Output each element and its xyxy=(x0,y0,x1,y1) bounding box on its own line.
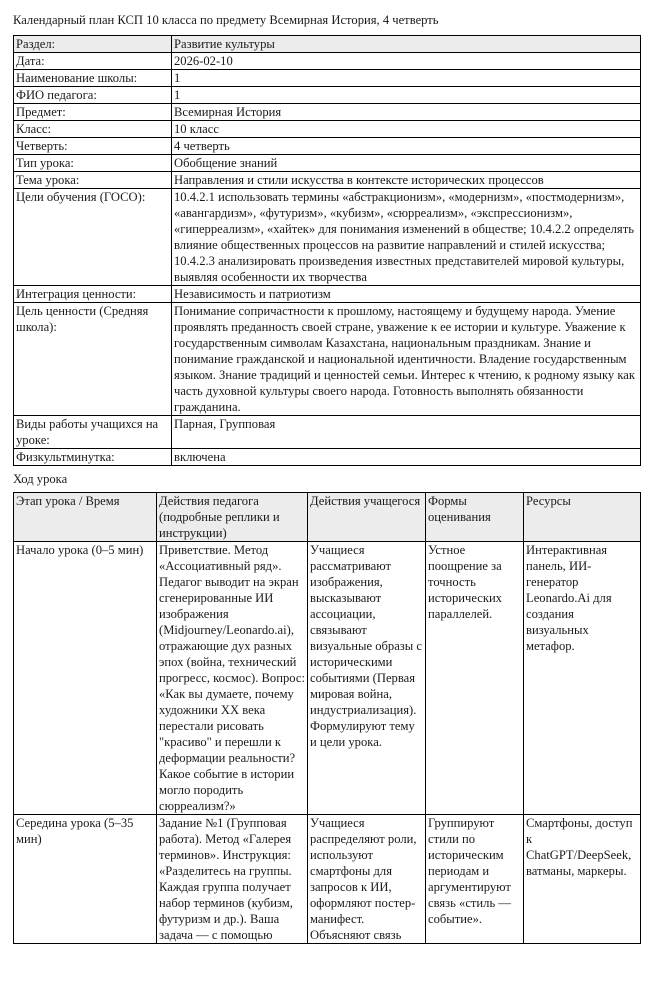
info-label: Виды работы учащихся на уроке: xyxy=(14,416,172,449)
info-value: Парная, Групповая xyxy=(172,416,641,449)
info-label: Наименование школы: xyxy=(14,70,172,87)
info-row xyxy=(14,189,641,286)
info-row xyxy=(14,104,641,121)
info-row xyxy=(14,138,641,155)
info-row xyxy=(14,286,641,303)
info-label: Цели обучения (ГОСО): xyxy=(14,189,172,286)
plan-stage: Середина урока (5–35 мин) xyxy=(14,815,157,944)
info-value: 1 xyxy=(172,87,641,104)
info-value: 4 четверть xyxy=(172,138,641,155)
info-value: Развитие культуры xyxy=(172,36,641,53)
info-row xyxy=(14,303,641,416)
info-row xyxy=(14,53,641,70)
info-row xyxy=(14,155,641,172)
info-value: Обобщение знаний xyxy=(172,155,641,172)
plan-row-middle xyxy=(14,815,641,944)
plan-teacher-actions: Задание №1 (Групповая работа). Метод «Галерея терминов». Инструкция: «Разделитесь на группы. Каждая группа получает набор терминов (кубизм, футуризм и др.). Ваша задача — с помощью xyxy=(157,815,308,944)
info-value: Понимание сопричастности к прошлому, настоящему и будущему народа. Умение проявлять преданность своей стране, уважение к ее истории и культуре. Уважение к государственным символам Казахстана, национальным праздникам. Знание и понимание гражданской и национальной идентичности. Владение государственным языком. Знание традиций и ценностей семьи. Интерес к чтению, к родному языку как часть духовной культуры своего народа. Готовность выполнять обязанности гражданина. xyxy=(172,303,641,416)
lesson-info-body xyxy=(14,36,641,466)
info-row xyxy=(14,87,641,104)
lesson-info-table xyxy=(13,35,641,466)
info-label: Цель ценности (Средняя школа): xyxy=(14,303,172,416)
info-label: Интеграция ценности: xyxy=(14,286,172,303)
info-label: Предмет: xyxy=(14,104,172,121)
info-label: Тип урока: xyxy=(14,155,172,172)
plan-student-actions: Учащиеся рассматривают изображения, высказывают ассоциации, связывают визуальные образы с историческими событиями (Первая мировая война, индустриализация). Формулируют тему и цели урока. xyxy=(308,542,426,815)
plan-header-teacher: Действия педагога (подробные реплики и инструкции) xyxy=(157,493,308,542)
info-label: Раздел: xyxy=(14,36,172,53)
plan-header-row xyxy=(14,493,641,542)
info-row xyxy=(14,449,641,466)
info-row xyxy=(14,172,641,189)
plan-student-actions: Учащиеся распределяют роли, используют смартфоны для запросов к ИИ, оформляют постер-манифест. Объясняют связь xyxy=(308,815,426,944)
plan-row-start xyxy=(14,542,641,815)
info-value: 1 xyxy=(172,70,641,87)
info-label: Четверть: xyxy=(14,138,172,155)
info-value: 10 класс xyxy=(172,121,641,138)
plan-header-student: Действия учащегося xyxy=(308,493,426,542)
info-value: Направления и стили искусства в контексте исторических процессов xyxy=(172,172,641,189)
info-value: 2026-02-10 xyxy=(172,53,641,70)
lesson-plan-table xyxy=(13,492,641,944)
plan-header-resources: Ресурсы xyxy=(524,493,641,542)
plan-stage: Начало урока (0–5 мин) xyxy=(14,542,157,815)
info-row xyxy=(14,36,641,53)
document-title: Календарный план КСП 10 класса по предмету Всемирная История, 4 четверть xyxy=(13,13,439,27)
info-row xyxy=(14,416,641,449)
plan-header-stage: Этап урока / Время xyxy=(14,493,157,542)
lesson-flow-heading: Ход урока xyxy=(13,472,68,486)
info-label: ФИО педагога: xyxy=(14,87,172,104)
info-row xyxy=(14,121,641,138)
info-value: 10.4.2.1 использовать термины «абстракционизм», «модернизм», «постмодернизм», «авангардизм», «футуризм», «кубизм», «сюрреализм», «экспрессионизм», «гиперреализм», «хайтек» для понимания изменений в обществе; 10.4.2.2 определять влияние общественных процессов на развитие направлений и стилей искусства; 10.4.2.3 анализировать произведения известных представителей мировой культуры, выявляя особенности их творчества xyxy=(172,189,641,286)
info-value: Независимость и патриотизм xyxy=(172,286,641,303)
plan-teacher-actions: Приветствие. Метод «Ассоциативный ряд». Педагог выводит на экран сгенерированные ИИ изображения (Midjourney/Leonardo.ai), отражающие дух разных эпох (война, технический прогресс, космос). Вопрос: «Как вы думаете, почему художники XX века перестали рисовать "красиво" и перешли к деформации реальности? Какое событие в истории могло породить сюрреализм?» xyxy=(157,542,308,815)
plan-resources: Смартфоны, доступ к ChatGPT/DeepSeek, ватманы, маркеры. xyxy=(524,815,641,944)
info-label: Тема урока: xyxy=(14,172,172,189)
plan-assessment: Устное поощрение за точность исторических параллелей. xyxy=(426,542,524,815)
info-row xyxy=(14,70,641,87)
page-bottom-edge xyxy=(0,975,651,985)
info-value: Всемирная История xyxy=(172,104,641,121)
plan-resources: Интерактивная панель, ИИ-генератор Leonardo.Ai для создания визуальных метафор. xyxy=(524,542,641,815)
info-label: Физкультминутка: xyxy=(14,449,172,466)
plan-header-assessment: Формы оценивания xyxy=(426,493,524,542)
info-label: Класс: xyxy=(14,121,172,138)
info-label: Дата: xyxy=(14,53,172,70)
info-value: включена xyxy=(172,449,641,466)
plan-assessment: Группируют стили по историческим периодам и аргументируют связь «стиль — событие». xyxy=(426,815,524,944)
